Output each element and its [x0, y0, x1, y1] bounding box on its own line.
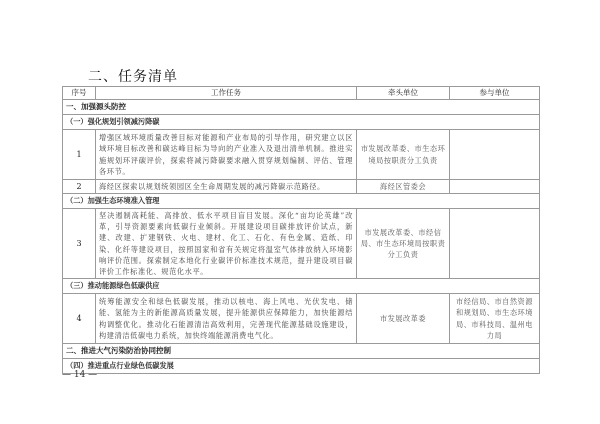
task-number: 2: [63, 180, 96, 194]
category-title: 一、加强源头防控: [63, 100, 540, 115]
subcategory-title: （四）推进重点行业绿色低碳发展: [63, 359, 540, 374]
lead-unit: 市发展改革委: [357, 294, 450, 344]
task-list-table: [62, 86, 540, 374]
section-title: 二、任务清单: [88, 69, 178, 85]
subcategory-title: （三）推动能源绿色低碳供应: [63, 279, 540, 294]
category-row: [63, 344, 540, 359]
subcategory-row: [63, 359, 540, 374]
task-number: 3: [63, 209, 96, 279]
lead-unit: 市发展改革委、市经信局、市生态环境局按职责分工负责: [357, 209, 450, 279]
task-description: 增强区域环境质量改善目标对能源和产业布局的引导作用，研究建立以区域环境目标改善和碳达峰目标为导向的产业准入及退出清单机制。推进实施规划环评碳评价，探索将减污降碳要求融入贯穿规划编制、评估、管理各环节。: [96, 130, 357, 180]
header-task: 工作任务: [96, 87, 357, 100]
subcategory-row: [63, 194, 540, 209]
category-row: [63, 100, 540, 115]
task-number: 4: [63, 294, 96, 344]
header-participating-units: 参与单位: [450, 87, 540, 100]
task-description: 坚决遏制高耗能、高排放、低水平项目盲目发展。深化“亩均论英雄”改革，引导资源要素向低碳行业倾斜。开展建设项目碳排放评价试点，新建、改建、扩建钢铁、火电、建材、化工、石化、有色金属、造纸、印染、化纤等建设项目，按照国家和省有关规定将温室气体排放纳入环境影响评价范围。探索制定本地化行业碳评价标准技术规范，提升建设项目碳评价工作标准化、规范化水平。: [96, 209, 357, 279]
subcategory-row: [63, 115, 540, 130]
participating-units: [450, 130, 540, 180]
lead-unit: 海经区管委会: [357, 180, 450, 194]
category-title: 二、推进大气污染防治协同控制: [63, 344, 540, 359]
participating-units: 市经信局、市自然资源和规划局、市生态环境局、市科技局、温州电力局: [450, 294, 540, 344]
table-row: [63, 130, 540, 180]
page-number: — 14 —: [62, 370, 98, 380]
table-row: [63, 209, 540, 279]
task-number: 1: [63, 130, 96, 180]
task-description: 海经区探索以规划统领园区全生命周期发展的减污降碳示范路径。: [96, 180, 357, 194]
lead-unit: 市发展改革委、市生态环境局按职责分工负责: [357, 130, 450, 180]
table-header-row: [63, 87, 540, 100]
table-row: [63, 180, 540, 194]
subcategory-title: （二）加强生态环境准入管理: [63, 194, 540, 209]
header-number: 序号: [63, 87, 96, 100]
table-row: [63, 294, 540, 344]
task-description: 统筹能源安全和绿色低碳发展，推动以核电、海上风电、光伏发电、储能、氢能为主的新能源高质量发展，提升能源供应保障能力，加快能源结构调整优化。推动化石能源清洁高效利用，完善现代能源基础设施建设，构建清洁低碳电力系统，加快终端能源消费电气化。: [96, 294, 357, 344]
subcategory-title: （一）强化规划引领减污降碳: [63, 115, 540, 130]
subcategory-row: [63, 279, 540, 294]
participating-units: [450, 209, 540, 279]
header-lead-unit: 牵头单位: [357, 87, 450, 100]
participating-units: [450, 180, 540, 194]
